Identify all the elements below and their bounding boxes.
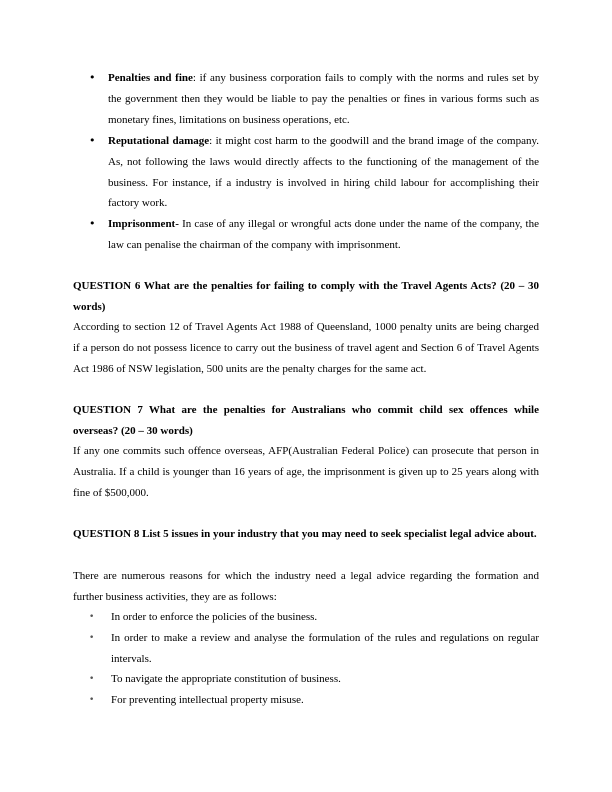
- bullet-text: : if any business corporation fails to comply with the norms and rules set by the government then they would be liable to pay the penalties or fines in various forms such as monetary fines, limitations on business operations, etc.: [108, 72, 539, 126]
- bullet-term: Imprisonment-: [108, 218, 179, 230]
- question-6-answer: According to section 12 of Travel Agents Act 1988 of Queensland, 1000 penalty units are being charged if a person do not possess licence to carry out the business of travel agent and Section 6 of Travel Agents Act 1986 of NSW legislation, 500 units are the penalty charges for the same act.: [73, 321, 539, 375]
- bullet-item-reputational: [108, 131, 539, 214]
- bullet-term: Reputational damage: [108, 135, 210, 147]
- question-8-intro: There are numerous reasons for which the industry need a legal advice regarding the formation and further business activities, they are as follows:: [73, 570, 539, 603]
- bullet-term: Penalties and fine: [108, 72, 193, 84]
- list-item: In order to make a review and analyse the formulation of the rules and regulations on regular intervals.: [111, 632, 539, 665]
- bullet-item-imprisonment: [108, 214, 539, 256]
- list-item: In order to enforce the policies of the business.: [111, 611, 318, 623]
- bullet-marker: •: [89, 71, 96, 84]
- question-6-heading: QUESTION 6 What are the penalties for failing to comply with the Travel Agents Acts? (20 – 30 words): [73, 280, 539, 313]
- question-7-heading: QUESTION 7 What are the penalties for Australians who commit child sex offences while overseas? (20 – 30 words): [73, 404, 539, 437]
- list-item: To navigate the appropriate constitution of business.: [111, 673, 341, 685]
- bullet-text: : it might cost harm to the goodwill and the brand image of the company. As, not following the laws would directly affects to the functioning of the management of the business. For instance, if a industry is involved in hiring child labour for accomplishing their factory work.: [108, 135, 540, 210]
- bullet-text: In case of any illegal or wrongful acts done under the name of the company, the law can penalise the chairman of the company with imprisonment.: [108, 218, 539, 251]
- bullet-marker: •: [89, 695, 95, 705]
- bullet-marker: •: [89, 134, 96, 147]
- question-8-heading: QUESTION 8 List 5 issues in your industry that you may need to seek specialist legal advice about.: [73, 528, 537, 540]
- bullet-marker: •: [89, 612, 95, 622]
- bullet-marker: •: [89, 674, 95, 684]
- bullet-item-penalties: [108, 68, 539, 130]
- list-item: For preventing intellectual property misuse.: [111, 694, 304, 706]
- bullet-marker: •: [89, 633, 95, 643]
- bullet-marker: •: [89, 217, 96, 230]
- question-7-answer: If any one commits such offence overseas, AFP(Australian Federal Police) can prosecute that person in Australia. If a child is younger than 16 years of age, the imprisonment is given up to 25 years along with fine of $500,000.: [73, 445, 539, 499]
